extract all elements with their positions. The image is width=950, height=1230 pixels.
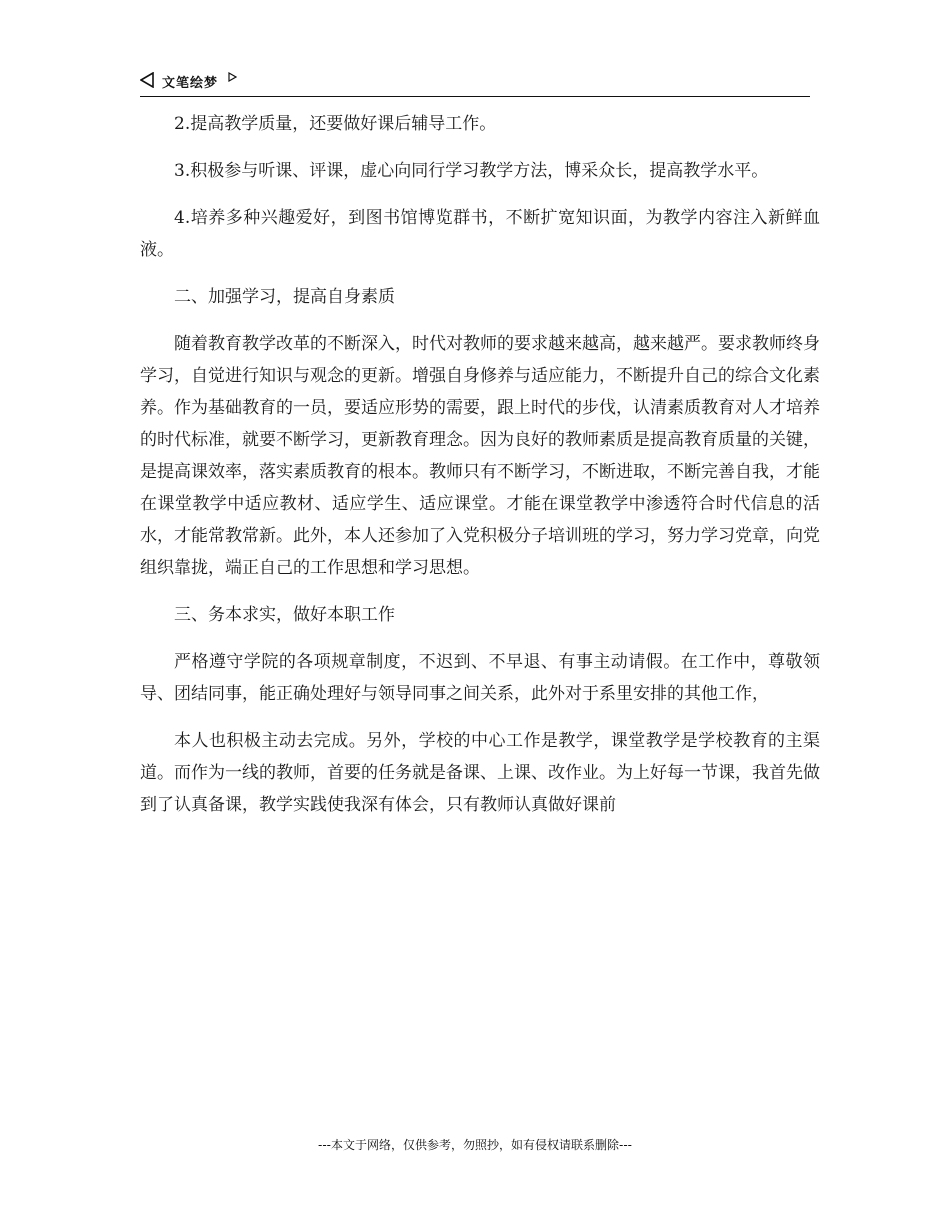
document-body (140, 108, 820, 836)
section-heading-2: 二、加强学习，提高自身素质 (174, 287, 395, 307)
paragraph-teaching: 本人也积极主动去完成。另外，学校的中心工作是教学，课堂教学是学校教育的主渠道。而作为一线的教师，首要的任务就是备课、上课、改作业。为上好每一节课，我首先做到了认真备课，教学实践使我深有体会，只有教师认真做好课前 (140, 731, 820, 815)
brand-title: 文笔绘梦 (162, 76, 219, 91)
paragraph-item-2: 2.提高教学质量，还要做好课后辅导工作。 (174, 114, 497, 134)
paragraph-study: 随着教育教学改革的不断深入，时代对教师的要求越来越高，越来越严。要求教师终身学习，自觉进行知识与观念的更新。增强自身修养与适应能力，不断提升自己的综合文化素养。作为基础教育的一员，要适应形势的需要，跟上时代的步伐，认清素质教育对人才培养的时代标准，就要不断学习，更新教育理念。因为良好的教师素质是提高教育质量的关键，是提高课效率，落实素质教育的根本。教师只有不断学习，不断进取，不断完善自我，才能在课堂教学中适应教材、适应学生、适应课堂。才能在课堂教学中渗透符合时代信息的活水，才能常教常新。此外，本人还参加了入党积极分子培训班的学习，努力学习党章，向党组织靠拢，端正自己的工作思想和学习思想。 (140, 334, 820, 578)
page-header (140, 70, 810, 97)
paragraph-item-3: 3.积极参与听课、评课，虚心向同行学习教学方法，博采众长，提高教学水平。 (174, 161, 769, 181)
paragraph-item-4: 4.培养多种兴趣爱好，到图书馆博览群书，不断扩宽知识面，为教学内容注入新鲜血液。 (140, 208, 820, 260)
paragraph-rules: 严格遵守学院的各项规章制度，不迟到、不早退、有事主动请假。在工作中，尊敬领导、团结同事，能正确处理好与领导同事之间关系，此外对于系里安排的其他工作， (140, 652, 820, 704)
footer-notice: ---本文于网络，仅供参考，勿照抄，如有侵权请联系删除--- (318, 1138, 632, 1152)
section-heading-3: 三、务本求实，做好本职工作 (174, 605, 395, 625)
triangle-left-icon (140, 72, 154, 88)
triangle-right-icon (228, 72, 237, 82)
